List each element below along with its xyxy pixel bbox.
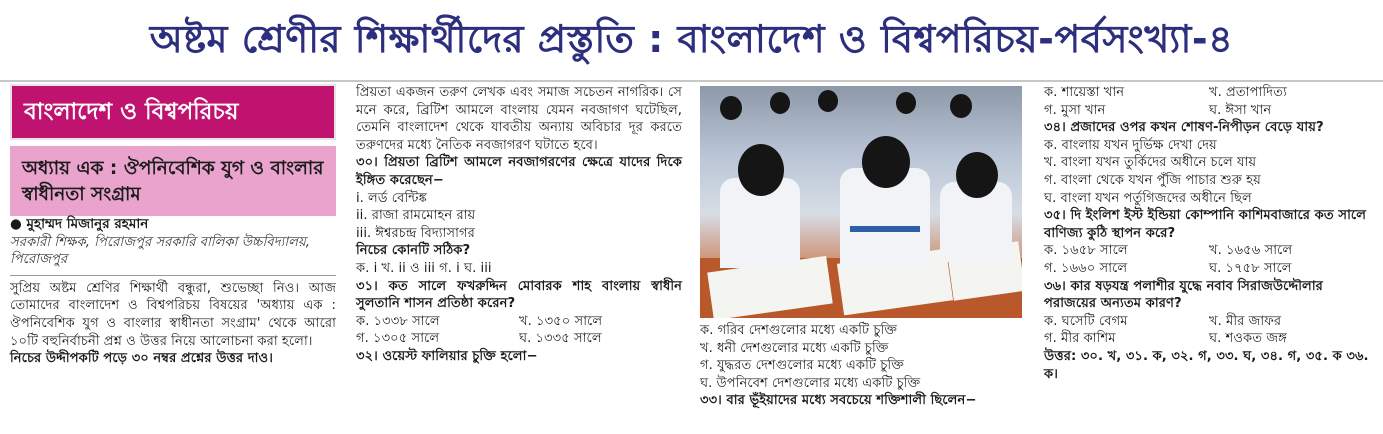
photo-background-student — [770, 92, 790, 114]
section-banner: বাংলাদেশ ও বিশ্বপরিচয় — [10, 84, 336, 140]
q36-options-row — [1044, 330, 1374, 348]
q30-question: ৩০। প্রিয়তা ব্রিটিশ আমলে নবজাগরণের ক্ষেত্রে যাদের দিকে ইঙ্গিত করেছেন− — [356, 155, 682, 188]
q35-option: ঘ. ১৭৫৮ সালে — [1209, 260, 1292, 276]
photo-background-student — [950, 94, 972, 118]
column-3 — [700, 322, 1026, 410]
photo-student-head — [956, 152, 998, 198]
q33-options-row — [1044, 102, 1374, 120]
q33-option: গ. মুসা খান — [1044, 102, 1106, 118]
q33-option: ক. শায়েস্তা খান — [1044, 85, 1125, 100]
intro-paragraph: সুপ্রিয় অষ্টম শ্রেণির শিক্ষার্থী বন্ধুরা, শুভেচ্ছা নিও। আজ তোমাদের বাংলাদেশ ও বিশ্বপরিচয় বিষয়ের 'অধ্যায় এক : ঔপনিবেশিক যুগ ও বাংলার স্বাধীনতা সংগ্রাম' থেকে আরো ১০টি বহুনির্বাচনী প্রশ্ন ও উত্তর নিয়ে আলোচনা করা হলো। — [10, 280, 336, 349]
q30-item: i. লর্ড বেন্টিঙ্ক — [356, 190, 427, 206]
q34-option: ঘ. বাংলা যখন পর্তুগিজদের অধীনে ছিল — [1044, 190, 1252, 206]
q32-question: ৩২। ওয়েস্ট ফালিয়ার চুক্তি হলো− — [356, 348, 538, 364]
photo-student-head — [862, 136, 910, 188]
chapter-title: অধ্যায় এক : ঔপনিবেশিক যুগ ও বাংলার স্বাধীনতা সংগ্রাম — [10, 146, 336, 216]
q35-options-row — [1044, 242, 1374, 260]
author-divider — [10, 275, 336, 276]
q34-option: গ. বাংলা থেকে যখন পুঁজি পাচার শুরু হয় — [1044, 172, 1261, 188]
q30-which: নিচের কোনটি সঠিক? — [356, 243, 471, 259]
q36-option: খ. মীর জাফর — [1209, 313, 1282, 329]
author-name: ● মুহাম্মদ মিজানুর রহমান — [10, 216, 149, 232]
q32-option: ক. গরিব দেশগুলোর মধ্যে একটি চুক্তি — [700, 323, 898, 338]
photo-uniform-belt — [850, 226, 920, 232]
q36-question: ৩৬। কার ষড়যন্ত্র পলাশীর যুদ্ধে নবাব সিরাজউদ্দৌলার পরাজয়ের অন্যতম কারণ? — [1044, 278, 1323, 312]
q31-option: গ. ১৩০৫ সালে — [356, 331, 440, 347]
q30-options: ক. i খ. ii ও iii গ. i ঘ. iii — [356, 260, 492, 276]
q35-option: গ. ১৬৬০ সালে — [1044, 260, 1128, 276]
column-2 — [356, 84, 682, 366]
answer-key: উত্তর: ৩০. খ, ৩১. ক, ৩২. গ, ৩৩. ঘ, ৩৪. গ, ৩৫. ক ৩৬. ক। — [1044, 348, 1369, 382]
q30-item: ii. রাজা রামমোহন রায় — [356, 208, 476, 224]
q35-option: খ. ১৬৫৬ সালে — [1209, 243, 1293, 259]
q36-option: ক. ঘসেটি বেগম — [1044, 313, 1128, 329]
photo-background-student — [720, 96, 742, 120]
q32-option: ঘ. উপনিবেশ দেশগুলোর মধ্যে একটি চুক্তি — [700, 375, 921, 391]
q33-question: ৩৩। বার ভূঁইয়াদের মধ্যে সবচেয়ে শক্তিশালী ছিলেন− — [700, 393, 977, 409]
q33-options-row — [1044, 84, 1374, 102]
q31-options-row — [356, 330, 682, 348]
instruction-text: নিচের উদ্দীপকটি পড়ে ৩০ নম্বর প্রশ্নের উত্তর দাও। — [10, 351, 273, 367]
q33-option: খ. প্রতাপাদিত্য — [1209, 85, 1287, 100]
column-1 — [10, 84, 336, 368]
q31-option: ক. ১৩৩৮ সালে — [356, 313, 440, 329]
author-info: সরকারী শিক্ষক, পিরোজপুর সরকারি বালিকা উচ্চবিদ্যালয়, পিরোজপুর — [10, 234, 310, 268]
q31-option: খ. ১৩৫০ সালে — [519, 313, 603, 329]
students-exam-photo — [700, 86, 1022, 318]
q36-option: গ. মীর কাশিম — [1044, 331, 1116, 347]
q35-option: ক. ১৬৫৮ সালে — [1044, 243, 1128, 259]
q31-option: ঘ. ১৩৩৫ সালে — [519, 331, 602, 347]
q34-option: ক. বাংলায় যখন দুর্ভিক্ষ দেখা দেয় — [1044, 137, 1217, 153]
page-headline: অষ্টম শ্রেণীর শিক্ষার্থীদের প্রস্তুতি : বাংলাদেশ ও বিশ্বপরিচয়-পর্বসংখ্যা-৪ — [149, 17, 1234, 61]
q31-question: ৩১। কত সালে ফখরুদ্দিন মোবারক শাহ বাংলায় স্বাধীন সুলতানি শাসন প্রতিষ্ঠা করেন? — [356, 278, 682, 312]
q30-item: iii. ঈশ্বরচন্দ্র বিদ্যাসাগর — [356, 225, 475, 241]
stimulus-passage: প্রিয়তা একজন তরুণ লেখক এবং সমাজ সচেতন নাগরিক। সে মনে করে, ব্রিটিশ আমলে বাংলায় যেমন নবজাগণ ঘটেছিল, তেমনি বাংলাদেশ থেকে যাবতীয় অন্যায় অবিচার দূর করতে তরুণদের মধ্যে নৈতিক নবজাগরণ ঘটাতে হবে। — [356, 85, 682, 153]
q36-options-row — [1044, 313, 1374, 331]
headline-rule — [0, 80, 1383, 82]
q35-options-row — [1044, 260, 1374, 278]
q36-option: ঘ. শওকত জঙ্গ — [1209, 331, 1287, 347]
q34-question: ৩৪। প্রজাদের ওপর কখন শোষণ-নিপীড়ন বেড়ে যায়? — [1044, 120, 1324, 136]
q32-option: খ. ধনী দেশগুলোর মধ্যে একটি চুক্তি — [700, 340, 889, 356]
q31-options-row — [356, 313, 682, 331]
photo-background-student — [818, 90, 838, 112]
photo-background-student — [896, 92, 916, 114]
q34-option: খ. বাংলা যখন তুর্কিদের অধীনে চলে যায় — [1044, 155, 1257, 171]
q32-option: গ. যুদ্ধরত দেশগুলোর মধ্যে একটি চুক্তি — [700, 358, 904, 374]
photo-student-head — [738, 144, 784, 196]
column-4 — [1044, 84, 1374, 383]
q35-question: ৩৫। দি ইংলিশ ইস্ট ইন্ডিয়া কোম্পানি কাশিমবাজারে কত সালে বাণিজ্য কুঠি স্থাপন করে? — [1044, 208, 1367, 241]
q33-option: ঘ. ঈসা খান — [1209, 102, 1272, 118]
